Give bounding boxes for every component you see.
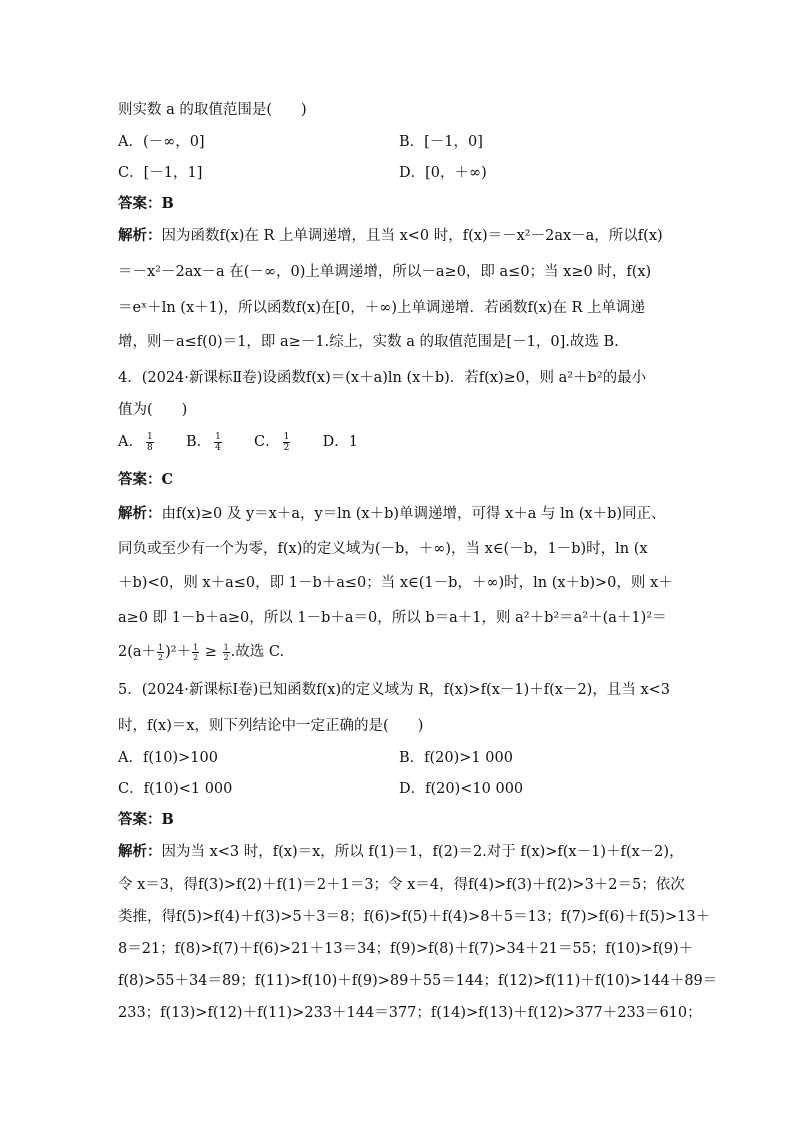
analysis-label: 解析：	[118, 505, 162, 522]
q4-analysis-line-2: 同负或至少有一个为零，f(x)的定义域为(－b，＋∞)，当 x∈(－b，1－b)时，ln (x	[118, 541, 648, 557]
q5-analysis-line-3: 类推，得f(5)>f(4)＋f(3)>5＋3＝8；f(6)>f(5)＋f(4)>8＋5＝13；f(7)>f(6)＋f(5)>13＋	[118, 909, 711, 925]
q4-stem-line-1: 4．(2024·新课标Ⅱ卷)设函数f(x)＝(x＋a)ln (x＋b)．若f(x)≥0，则 a²＋b²的最小	[118, 370, 647, 386]
q4-analysis-line-5: 2(a＋ $\frac{1}{2}$ )²＋ $\frac{1}{2}$ ≥ $\frac{1}{2}$ .故选 C.	[118, 642, 285, 662]
q5-analysis-line-1	[118, 840, 684, 861]
analysis-label: 解析：	[118, 227, 162, 244]
q4-option-b: B． $\frac{1}{4}$	[185, 431, 221, 453]
q3-analysis-line-2: ＝－x²－2ax－a 在(－∞，0)上单调递增，所以－a≥0，即 a≤0；当 x≥0 时，f(x)	[118, 264, 652, 280]
q5-analysis-line-5: f(8)>55＋34＝89；f(11)>f(10)＋f(9)>89＋55＝144；f(12)>f(11)＋f(10)>144＋89＝	[118, 973, 718, 989]
answer-value: B	[161, 811, 174, 828]
q5-analysis-line-2: 令 x＝3，得f(3)>f(2)＋f(1)＝2＋1＝3；令 x＝4，得f(4)>f(3)＋f(2)>3＋2＝5；依次	[118, 877, 685, 893]
q5-option-c: C．f(10)<1 000	[118, 781, 233, 797]
analysis-text: 因为当 x<3 时，f(x)＝x，所以 f(1)＝1，f(2)＝2.对于 f(x)>f(x－1)＋f(x－2)，	[161, 844, 684, 860]
analysis-text: 由f(x)≥0 及 y＝x＋a，y＝ln (x＋b)单调递增，可得 x＋a 与 ln (x＋b)同正、	[161, 506, 666, 522]
q3-option-b: B．[－1，0]	[399, 134, 483, 150]
q4-options	[118, 430, 358, 453]
answer-value: C	[161, 471, 174, 488]
q4-answer	[118, 468, 173, 489]
q3-answer	[118, 192, 174, 213]
q4-option-a: A． $\frac{1}{8}$	[118, 431, 153, 453]
q5-option-d: D．f(20)<10 000	[399, 781, 524, 797]
q4-option-d: D．1	[322, 434, 358, 450]
q5-answer	[118, 808, 174, 829]
q3-option-c: C．[－1，1]	[118, 165, 203, 181]
answer-value: B	[161, 195, 174, 212]
q5-stem-line-1: 5．(2024·新课标Ⅰ卷)已知函数f(x)的定义域为 R，f(x)>f(x－1)＋f(x－2)，且当 x<3	[118, 682, 670, 698]
q3-analysis-line-4: 增，则－a≤f(0)＝1，即 a≥－1.综上，实数 a 的取值范围是[－1，0].故选 B.	[118, 334, 619, 350]
q5-stem-line-2: 时，f(x)＝x，则下列结论中一定正确的是( )	[118, 718, 424, 734]
q4-analysis-line-3: ＋b)<0，则 x＋a≤0，即 1－b＋a≤0；当 x∈(1－b，＋∞)时，ln (x＋b)>0，则 x＋	[118, 575, 673, 591]
q3-option-d: D．[0，＋∞)	[399, 165, 487, 181]
q3-option-a: A．(－∞，0]	[118, 134, 205, 150]
q5-analysis-line-6: 233；f(13)>f(12)＋f(11)>233＋144＝377；f(14)>f(13)＋f(12)>377＋233＝610；	[118, 1005, 702, 1021]
q3-stem: 则实数 a 的取值范围是( )	[118, 102, 307, 118]
analysis-text: 因为函数f(x)在 R 上单调递增，且当 x<0 时，f(x)＝－x²－2ax－a，所以f(x)	[161, 228, 663, 244]
analysis-label: 解析：	[118, 843, 162, 860]
q4-option-c: C． $\frac{1}{2}$	[254, 431, 290, 453]
q3-analysis-line-1	[118, 224, 663, 245]
q4-analysis-line-1	[118, 502, 666, 523]
q3-analysis-line-3: ＝eˣ＋ln (x＋1)，所以函数f(x)在[0，＋∞)上单调递增．若函数f(x)在 R 上单调递	[118, 300, 645, 316]
q4-stem-line-2: 值为( )	[118, 402, 188, 418]
q5-analysis-line-4: 8＝21；f(8)>f(7)＋f(6)>21＋13＝34；f(9)>f(8)＋f(7)>34＋21＝55；f(10)>f(9)＋	[118, 941, 694, 957]
q4-analysis-line-4: a≥0 即 1－b＋a≥0，所以 1－b＋a＝0，所以 b＝a＋1，则 a²＋b²＝a²＋(a＋1)²＝	[118, 610, 667, 626]
q5-option-a: A．f(10)>100	[118, 750, 218, 766]
q5-option-b: B．f(20)>1 000	[399, 750, 513, 766]
answer-label: 答案：	[118, 811, 162, 828]
answer-label: 答案：	[118, 195, 162, 212]
answer-label: 答案：	[118, 471, 162, 488]
